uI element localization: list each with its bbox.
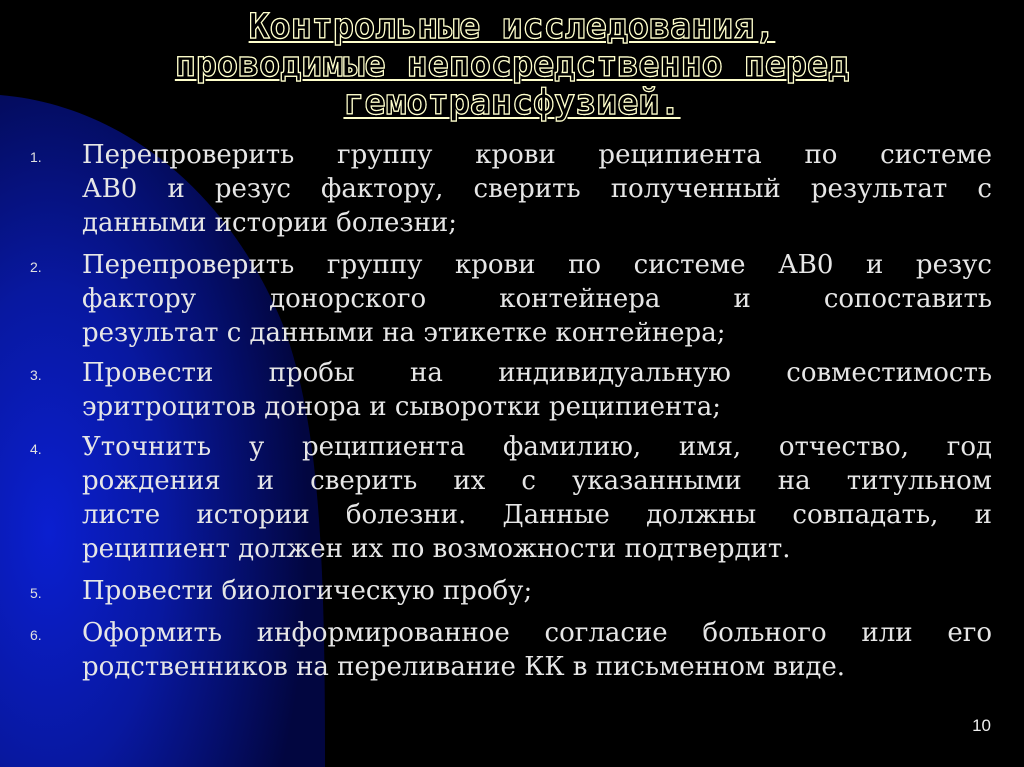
list-item-line: Оформить информированное согласие больного или его xyxy=(82,618,992,648)
list-item-line: рождения и сверить их с указанными на титульном xyxy=(82,466,992,496)
list-item-line: Провести пробы на индивидуальную совместимость xyxy=(82,358,992,388)
list-item-line: результат с данными на этикетке контейнера; xyxy=(82,318,726,348)
list-item-text xyxy=(82,356,992,424)
list-item-line: фактору донорского контейнера и сопоставить xyxy=(82,284,992,314)
title-line-2: проводимые непосредственно перед xyxy=(174,45,850,85)
title-line-3: гемотрансфузией. xyxy=(343,83,681,123)
list-item-line: АВ0 и резус фактору, сверить полученный результат с xyxy=(82,174,992,204)
list-item-text xyxy=(82,138,992,240)
list-item-text xyxy=(82,616,992,684)
list-item-line: Перепроверить группу крови реципиента по системе xyxy=(82,140,992,170)
list-item-text xyxy=(82,430,992,566)
list-item-line: эритроцитов донора и сыворотки реципиента; xyxy=(82,392,722,422)
list-item-line: Уточнить у реципиента фамилию, имя, отчество, год xyxy=(82,432,992,462)
list-item-text xyxy=(82,574,992,608)
list-item-line: листе истории болезни. Данные должны совпадать, и xyxy=(82,500,992,530)
list-item-number: 2. xyxy=(30,259,42,275)
list-item-line: Перепроверить группу крови по системе АВ0 и резус xyxy=(82,250,992,280)
list-item-number: 6. xyxy=(30,627,42,643)
list-item-number: 5. xyxy=(30,585,42,601)
list-item-line: Провести биологическую пробу; xyxy=(82,576,533,606)
list-item-number: 4. xyxy=(30,441,42,457)
list-item-line: родственников на переливание КК в письменном виде. xyxy=(82,652,846,682)
title-line-1: Контрольные исследования, xyxy=(248,7,776,47)
list-item-text xyxy=(82,248,992,350)
list-item-line: реципиент должен их по возможности подтвердит. xyxy=(82,534,791,564)
list-item-number: 3. xyxy=(30,367,42,383)
list-item-line: данными истории болезни; xyxy=(82,208,457,238)
page-number: 10 xyxy=(972,716,991,735)
list-item-number: 1. xyxy=(30,149,42,165)
